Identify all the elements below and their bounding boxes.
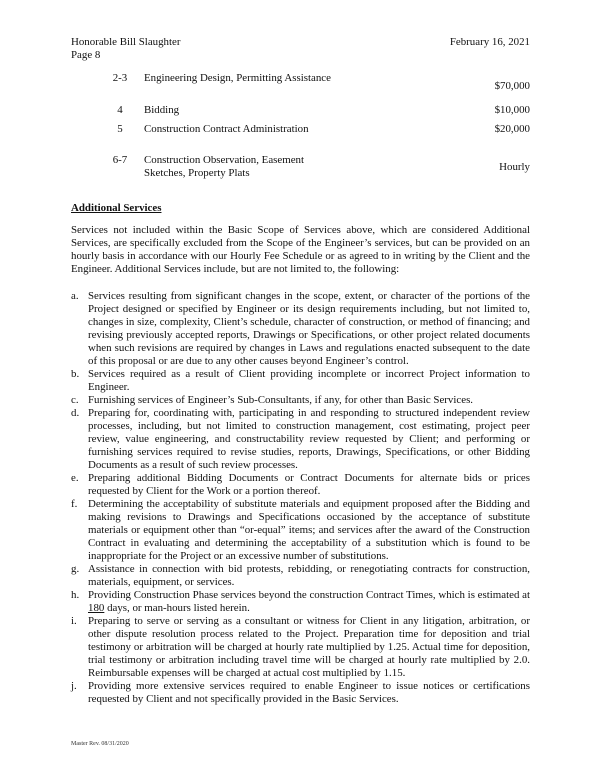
list-item <box>71 589 530 615</box>
list-item <box>71 615 530 680</box>
list-item <box>71 498 530 563</box>
list-item-text: Preparing to serve or serving as a consultant or witness for Client in any litigation, arbitration, or other dispute resolution process related to the Project. Preparation time for deposition and trial testimony or arbitration will be charged at hourly rate multiplied by 1.25. Actual time for deposition, trial testimony or arbitration including travel time will be charged at hourly rate multiplied by 2.0. Reimbursable expenses will be charged at actual cost multiplied by 1.15. <box>88 615 530 679</box>
list-item-text: Services resulting from significant changes in the scope, extent, or character of the portions of the Project designed or specified by Engineer or its design requirements including, but not limited to, changes in size, complexity, Client’s schedule, character of construction, or method of financing; and revising previously accepted reports, Drawings or Specifications, or other project related documents when such revisions are required by changes in Laws and regulations enacted subsequent to the date of this proposal or are due to any other causes beyond Engineer’s control. <box>88 290 530 367</box>
list-item-text: Assistance in connection with bid protests, rebidding, or renegotiating contracts for construction, materials, equipment, or services. <box>88 563 530 588</box>
list-item-label: c. <box>71 394 79 406</box>
list-item-label: j. <box>71 680 77 692</box>
footer-revision: Master Rev. 08/31/2020 <box>71 741 129 747</box>
list-item-text: Providing more extensive services required to enable Engineer to issue notices or certifications requested by Client and not specifically provided in the Basic Services. <box>88 680 530 705</box>
list-item-text: Furnishing services of Engineer’s Sub-Consultants, if any, for other than Basic Services. <box>88 394 474 406</box>
task-description: Construction Observation, Easement Sketches, Property Plats <box>144 154 304 179</box>
list-item-label: g. <box>71 563 80 575</box>
list-item-text: Preparing additional Bidding Documents or Contract Documents for alternate bids or prices requested by Client for the Work or a portion thereof. <box>88 472 530 497</box>
task-description: Engineering Design, Permitting Assistance <box>144 72 331 84</box>
task-number: 5 <box>117 123 123 135</box>
list-item <box>71 563 530 589</box>
list-item-label: h. <box>71 589 80 601</box>
list-item-label: d. <box>71 407 80 419</box>
list-item-text: Providing Construction Phase services beyond the construction Contract Times, which is estimated at <box>88 589 530 601</box>
list-item-label: f. <box>71 498 78 510</box>
list-item-text: Services required as a result of Client providing incomplete or incorrect Project information to Engineer. <box>88 368 530 393</box>
task-amount: Hourly <box>499 161 530 173</box>
task-amount: $10,000 <box>494 104 530 116</box>
section-title: Additional Services <box>71 202 162 214</box>
list-item <box>71 394 530 407</box>
task-number: 6-7 <box>112 154 128 166</box>
task-amount: $20,000 <box>494 123 530 135</box>
list-item-label: b. <box>71 368 80 380</box>
list-item <box>71 680 530 706</box>
task-amount: $70,000 <box>494 80 530 92</box>
list-item-text: Preparing for, coordinating with, participating in and responding to structured independent review processes, including, but not limited to construction management, cost estimating, project peer review, value engineering, and constructability review requested by Client; and performing or furnishing services required to revise studies, reports, Drawings, Specifications, or other Bidding Documents as a result of such review processes. <box>88 407 530 471</box>
list-item <box>71 368 530 394</box>
list-item-label: i. <box>71 615 77 627</box>
task-description: Bidding <box>144 104 180 116</box>
list-item-label: a. <box>71 290 79 302</box>
letter-date: February 16, 2021 <box>449 36 530 48</box>
additional-services-list <box>71 290 530 706</box>
list-item-text: days, or man-hours listed herein. <box>104 602 250 614</box>
task-number: 2-3 <box>112 72 128 84</box>
list-item <box>71 290 530 368</box>
intro-paragraph: Services not included within the Basic Scope of Services above, which are considered Additional Services, are specifically excluded from the Scope of the Engineer’s services, but can be provided on an hourly basis in accordance with our Hourly Fee Schedule or as agreed to in writing by the Client and the Engineer. Additional Services include, but are not limited to, the following: <box>71 224 530 275</box>
list-item <box>71 407 530 472</box>
task-description: Construction Contract Administration <box>144 123 309 135</box>
task-number: 4 <box>117 104 123 116</box>
page-number: Page 8 <box>71 49 101 61</box>
contract-days-value: 180 <box>88 602 105 614</box>
recipient-name: Honorable Bill Slaughter <box>71 36 181 48</box>
list-item-label: e. <box>71 472 79 484</box>
letter-header-left <box>71 36 181 62</box>
list-item <box>71 472 530 498</box>
list-item-text: Determining the acceptability of substitute materials and equipment proposed after the Bidding and making revisions to Drawings and Specifications occasioned by the acceptance of substitute materials or equipment other than “or-equal” items; and services after the award of the Construction Contract in evaluating and determining the acceptability of a substitution which is found to be inappropriate for the Project or an excessive number of substitutions. <box>88 498 530 562</box>
